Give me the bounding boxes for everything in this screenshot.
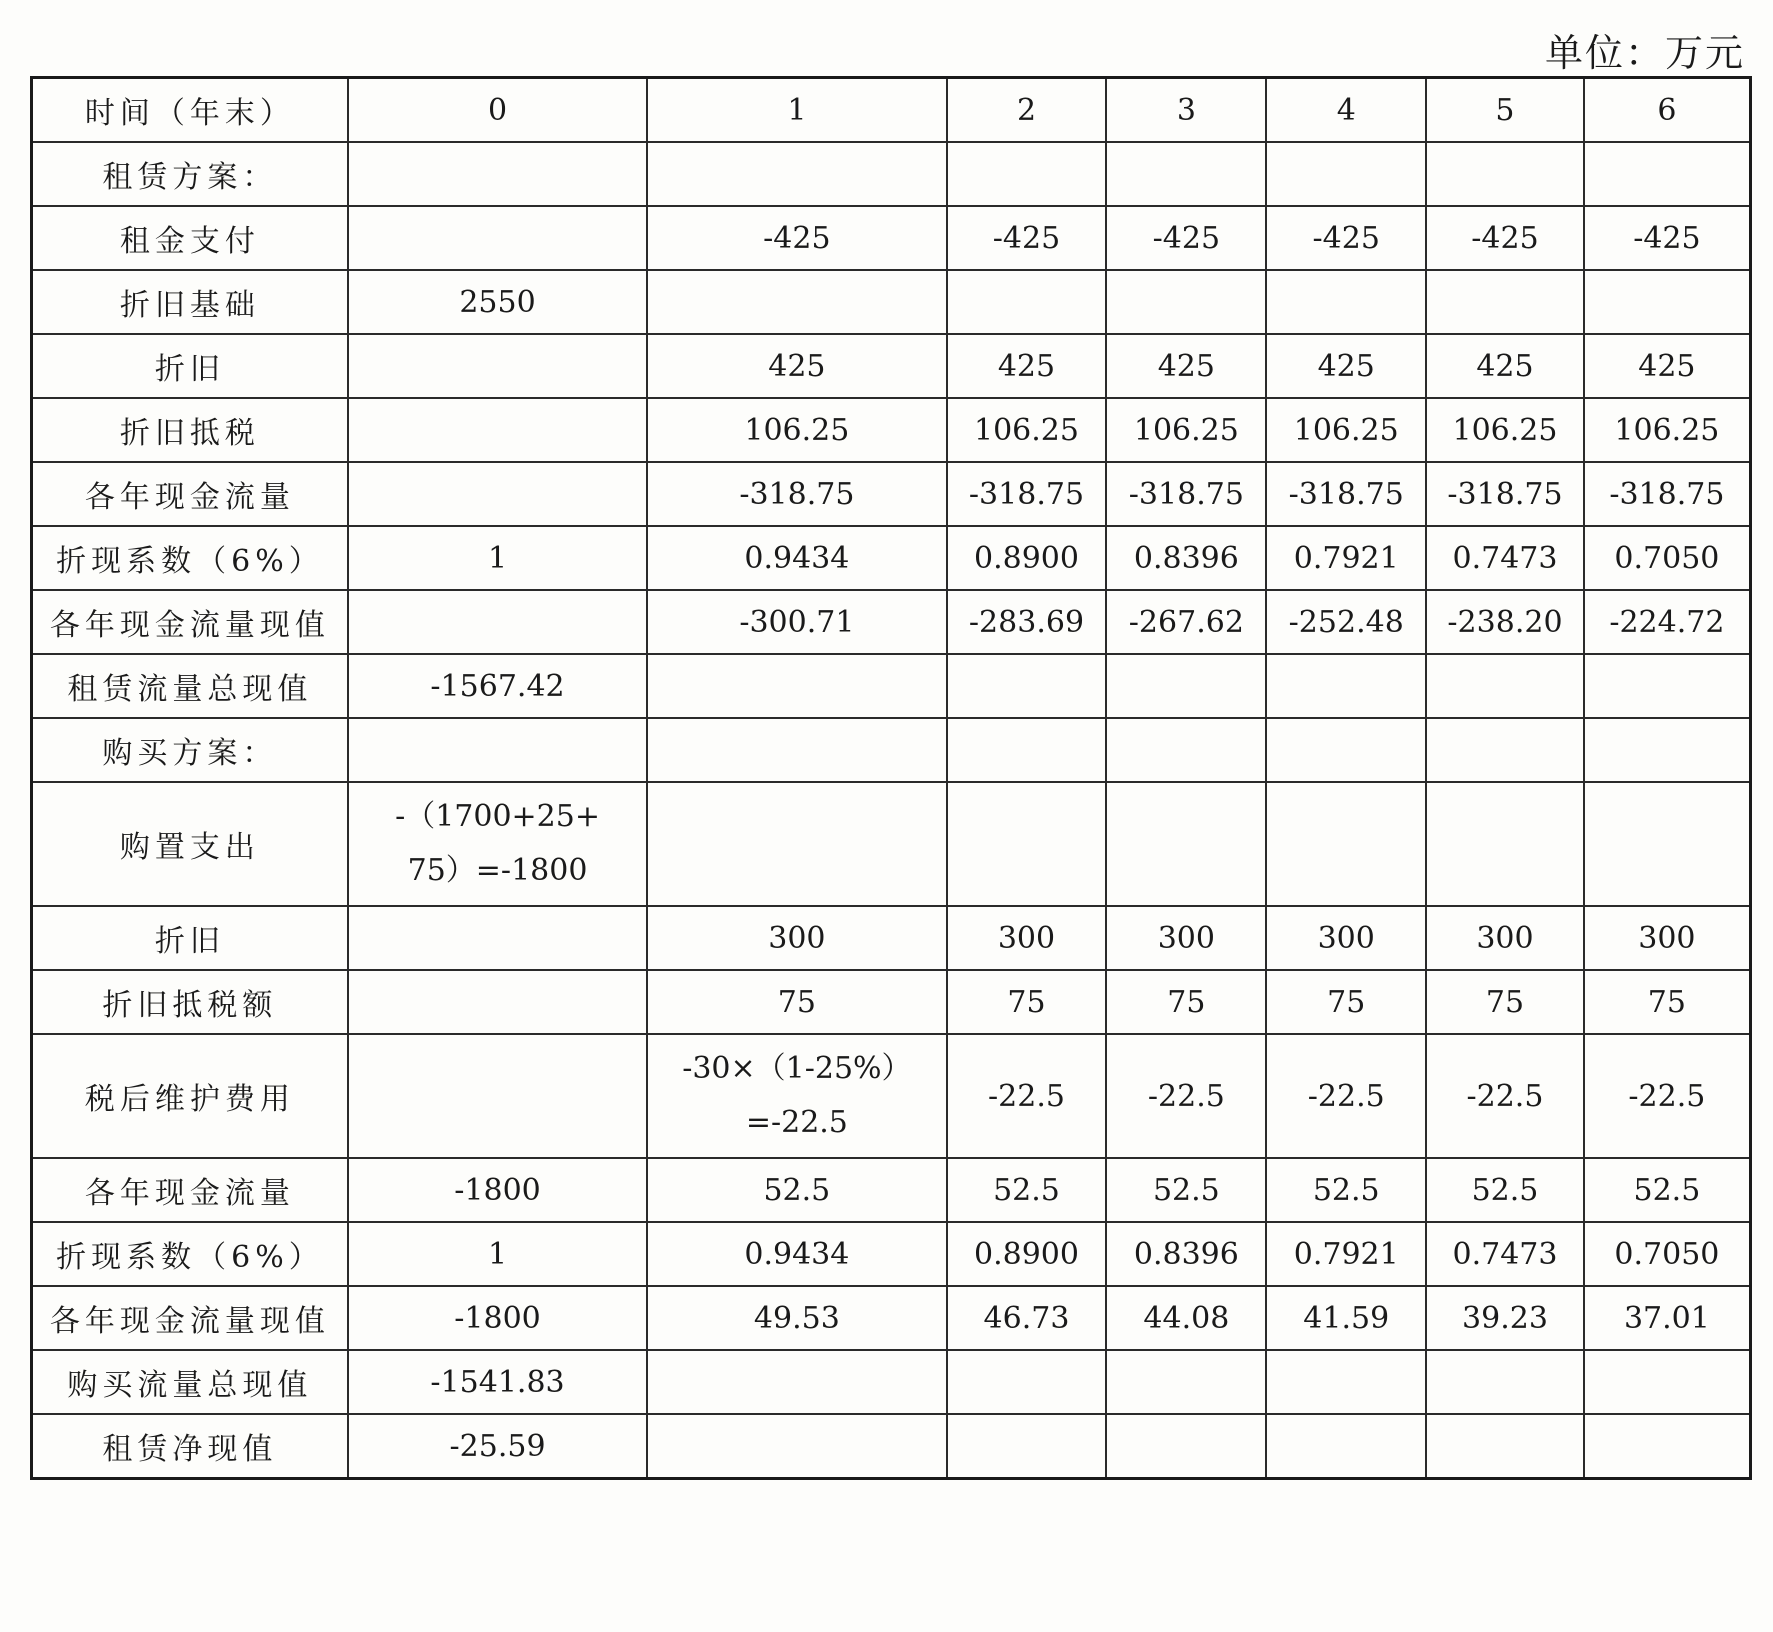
value-cell: 44.08	[1106, 1286, 1266, 1350]
value-cell: -267.62	[1106, 590, 1266, 654]
value-cell: 300	[1584, 906, 1751, 970]
value-cell	[1266, 654, 1426, 718]
value-cell: 425	[647, 334, 946, 398]
value-cell: 106.25	[947, 398, 1107, 462]
value-cell: 37.01	[1584, 1286, 1751, 1350]
value-cell	[647, 718, 946, 782]
value-cell	[1426, 1350, 1584, 1414]
value-cell	[348, 590, 647, 654]
value-cell-line: 75）=-1800	[407, 853, 588, 888]
value-cell: -318.75	[1584, 462, 1751, 526]
table-row	[32, 906, 1751, 970]
value-cell	[348, 462, 647, 526]
row-label-cell: 折现系数（6%）	[32, 1222, 348, 1286]
value-cell: 52.5	[1106, 1158, 1266, 1222]
value-cell	[947, 270, 1107, 334]
value-cell	[348, 1034, 647, 1158]
header-year-cell: 5	[1426, 78, 1584, 143]
value-cell	[947, 1350, 1107, 1414]
value-cell: 49.53	[647, 1286, 946, 1350]
value-cell: -318.75	[1426, 462, 1584, 526]
value-cell	[1584, 782, 1751, 906]
value-cell: 0.8900	[947, 1222, 1107, 1286]
value-cell	[1584, 270, 1751, 334]
value-cell: 0.8396	[1106, 1222, 1266, 1286]
value-cell: 0.7473	[1426, 1222, 1584, 1286]
value-cell	[1266, 1414, 1426, 1479]
value-cell: 300	[947, 906, 1107, 970]
value-cell: 75	[1584, 970, 1751, 1034]
value-cell: 52.5	[1426, 1158, 1584, 1222]
value-cell: 75	[1266, 970, 1426, 1034]
value-cell: 300	[1106, 906, 1266, 970]
value-cell: -318.75	[1106, 462, 1266, 526]
value-cell: 52.5	[1584, 1158, 1751, 1222]
row-label-cell: 购置支出	[32, 782, 348, 906]
table-row	[32, 1286, 1751, 1350]
table-row	[32, 142, 1751, 206]
row-label-cell: 折旧基础	[32, 270, 348, 334]
table-row	[32, 1034, 1751, 1158]
value-cell: -318.75	[947, 462, 1107, 526]
value-cell: 425	[1426, 334, 1584, 398]
value-cell: 106.25	[647, 398, 946, 462]
value-cell-line: -30×（1-25%）	[682, 1051, 912, 1086]
value-cell: 106.25	[1426, 398, 1584, 462]
value-cell: 46.73	[947, 1286, 1107, 1350]
value-cell: 0.9434	[647, 1222, 946, 1286]
value-cell: 0.7473	[1426, 526, 1584, 590]
value-cell	[1106, 782, 1266, 906]
value-cell	[947, 718, 1107, 782]
value-cell: -22.5	[1584, 1034, 1751, 1158]
value-cell	[647, 1034, 946, 1158]
row-label-cell: 折旧抵税额	[32, 970, 348, 1034]
value-cell	[647, 270, 946, 334]
header-year-cell: 6	[1584, 78, 1751, 143]
value-cell	[348, 398, 647, 462]
value-cell: 425	[1106, 334, 1266, 398]
value-cell	[1106, 270, 1266, 334]
value-cell: 39.23	[1426, 1286, 1584, 1350]
row-label-cell: 购买方案：	[32, 718, 348, 782]
row-label-cell: 折旧	[32, 334, 348, 398]
value-cell	[348, 906, 647, 970]
value-cell	[348, 142, 647, 206]
table-row	[32, 590, 1751, 654]
value-cell	[1584, 1414, 1751, 1479]
table-row	[32, 1222, 1751, 1286]
row-label-cell: 折旧抵税	[32, 398, 348, 462]
value-cell	[647, 1414, 946, 1479]
value-cell: 106.25	[1266, 398, 1426, 462]
table-row	[32, 270, 1751, 334]
table-row	[32, 718, 1751, 782]
value-cell: -22.5	[1266, 1034, 1426, 1158]
value-cell	[1106, 654, 1266, 718]
row-label-cell: 租赁净现值	[32, 1414, 348, 1479]
value-cell: -425	[647, 206, 946, 270]
unit-label: 单位：万元	[1544, 31, 1745, 75]
header-year-cell: 3	[1106, 78, 1266, 143]
value-cell	[1426, 782, 1584, 906]
value-cell: 52.5	[1266, 1158, 1426, 1222]
value-cell	[947, 782, 1107, 906]
table-row	[32, 782, 1751, 906]
value-cell	[1266, 782, 1426, 906]
value-cell: -300.71	[647, 590, 946, 654]
value-cell: -318.75	[1266, 462, 1426, 526]
value-cell: 41.59	[1266, 1286, 1426, 1350]
header-year-cell: 1	[647, 78, 946, 143]
table-row	[32, 462, 1751, 526]
value-cell: 75	[647, 970, 946, 1034]
value-cell: 300	[1266, 906, 1426, 970]
value-cell: 0.9434	[647, 526, 946, 590]
value-cell: 0.8900	[947, 526, 1107, 590]
lease-vs-buy-table	[30, 76, 1752, 1480]
value-cell	[647, 782, 946, 906]
value-cell	[1426, 270, 1584, 334]
value-cell	[1426, 1414, 1584, 1479]
value-cell: -1800	[348, 1286, 647, 1350]
value-cell	[1426, 718, 1584, 782]
value-cell	[947, 142, 1107, 206]
value-cell	[348, 718, 647, 782]
value-cell	[1106, 142, 1266, 206]
value-cell	[1266, 142, 1426, 206]
value-cell: -283.69	[947, 590, 1107, 654]
value-cell: 300	[1426, 906, 1584, 970]
value-cell: 0.7050	[1584, 526, 1751, 590]
value-cell: 425	[947, 334, 1107, 398]
value-cell: -425	[1584, 206, 1751, 270]
header-year-cell: 2	[947, 78, 1107, 143]
row-label-cell: 折旧	[32, 906, 348, 970]
value-cell	[647, 654, 946, 718]
table-row	[32, 970, 1751, 1034]
value-cell: 1	[348, 526, 647, 590]
row-label-cell: 各年现金流量现值	[32, 1286, 348, 1350]
value-cell: -318.75	[647, 462, 946, 526]
value-cell: 52.5	[947, 1158, 1107, 1222]
value-cell: -22.5	[947, 1034, 1107, 1158]
header-year-cell: 4	[1266, 78, 1426, 143]
value-cell	[947, 654, 1107, 718]
value-cell	[348, 334, 647, 398]
value-cell	[1106, 718, 1266, 782]
value-cell	[348, 970, 647, 1034]
value-cell	[1266, 270, 1426, 334]
value-cell	[1106, 1350, 1266, 1414]
value-cell	[947, 1414, 1107, 1479]
value-cell: -252.48	[1266, 590, 1426, 654]
value-cell-line: =-22.5	[745, 1105, 848, 1140]
row-label-cell: 租赁方案：	[32, 142, 348, 206]
row-label-cell: 租赁流量总现值	[32, 654, 348, 718]
value-cell: 0.7921	[1266, 526, 1426, 590]
table-row	[32, 654, 1751, 718]
value-cell: 300	[647, 906, 946, 970]
row-label-cell: 各年现金流量现值	[32, 590, 348, 654]
header-row	[32, 78, 1751, 143]
table-row	[32, 526, 1751, 590]
value-cell	[647, 1350, 946, 1414]
value-cell: -22.5	[1106, 1034, 1266, 1158]
value-cell: 106.25	[1584, 398, 1751, 462]
value-cell: -224.72	[1584, 590, 1751, 654]
value-cell	[1584, 1350, 1751, 1414]
value-cell-line: -（1700+25+	[395, 799, 600, 834]
table-row	[32, 206, 1751, 270]
value-cell: 75	[947, 970, 1107, 1034]
value-cell: 106.25	[1106, 398, 1266, 462]
row-label-cell: 各年现金流量	[32, 1158, 348, 1222]
row-label-cell: 税后维护费用	[32, 1034, 348, 1158]
value-cell	[1426, 142, 1584, 206]
value-cell: -238.20	[1426, 590, 1584, 654]
value-cell: 425	[1584, 334, 1751, 398]
value-cell: -425	[947, 206, 1107, 270]
table-row	[32, 1158, 1751, 1222]
value-cell: -22.5	[1426, 1034, 1584, 1158]
table-row	[32, 398, 1751, 462]
value-cell: -1541.83	[348, 1350, 647, 1414]
value-cell	[348, 782, 647, 906]
row-label-cell: 折现系数（6%）	[32, 526, 348, 590]
value-cell: 1	[348, 1222, 647, 1286]
value-cell: 0.7050	[1584, 1222, 1751, 1286]
value-cell: 0.8396	[1106, 526, 1266, 590]
value-cell	[1106, 1414, 1266, 1479]
value-cell	[1584, 654, 1751, 718]
value-cell: -1800	[348, 1158, 647, 1222]
value-cell	[647, 142, 946, 206]
value-cell: 425	[1266, 334, 1426, 398]
value-cell: -1567.42	[348, 654, 647, 718]
value-cell: -25.59	[348, 1414, 647, 1479]
value-cell	[348, 206, 647, 270]
value-cell	[1266, 1350, 1426, 1414]
value-cell: 52.5	[647, 1158, 946, 1222]
value-cell: 2550	[348, 270, 647, 334]
value-cell	[1584, 142, 1751, 206]
header-year-cell: 0	[348, 78, 647, 143]
table-row	[32, 1350, 1751, 1414]
value-cell	[1266, 718, 1426, 782]
value-cell: -425	[1266, 206, 1426, 270]
value-cell: -425	[1106, 206, 1266, 270]
row-label-cell: 租金支付	[32, 206, 348, 270]
table-row	[32, 334, 1751, 398]
value-cell: 0.7921	[1266, 1222, 1426, 1286]
value-cell: 75	[1426, 970, 1584, 1034]
row-label-cell: 购买流量总现值	[32, 1350, 348, 1414]
value-cell	[1584, 718, 1751, 782]
value-cell	[1426, 654, 1584, 718]
table-row	[32, 1414, 1751, 1479]
value-cell: -425	[1426, 206, 1584, 270]
value-cell: 75	[1106, 970, 1266, 1034]
header-label-cell: 时间（年末）	[32, 78, 348, 143]
row-label-cell: 各年现金流量	[32, 462, 348, 526]
